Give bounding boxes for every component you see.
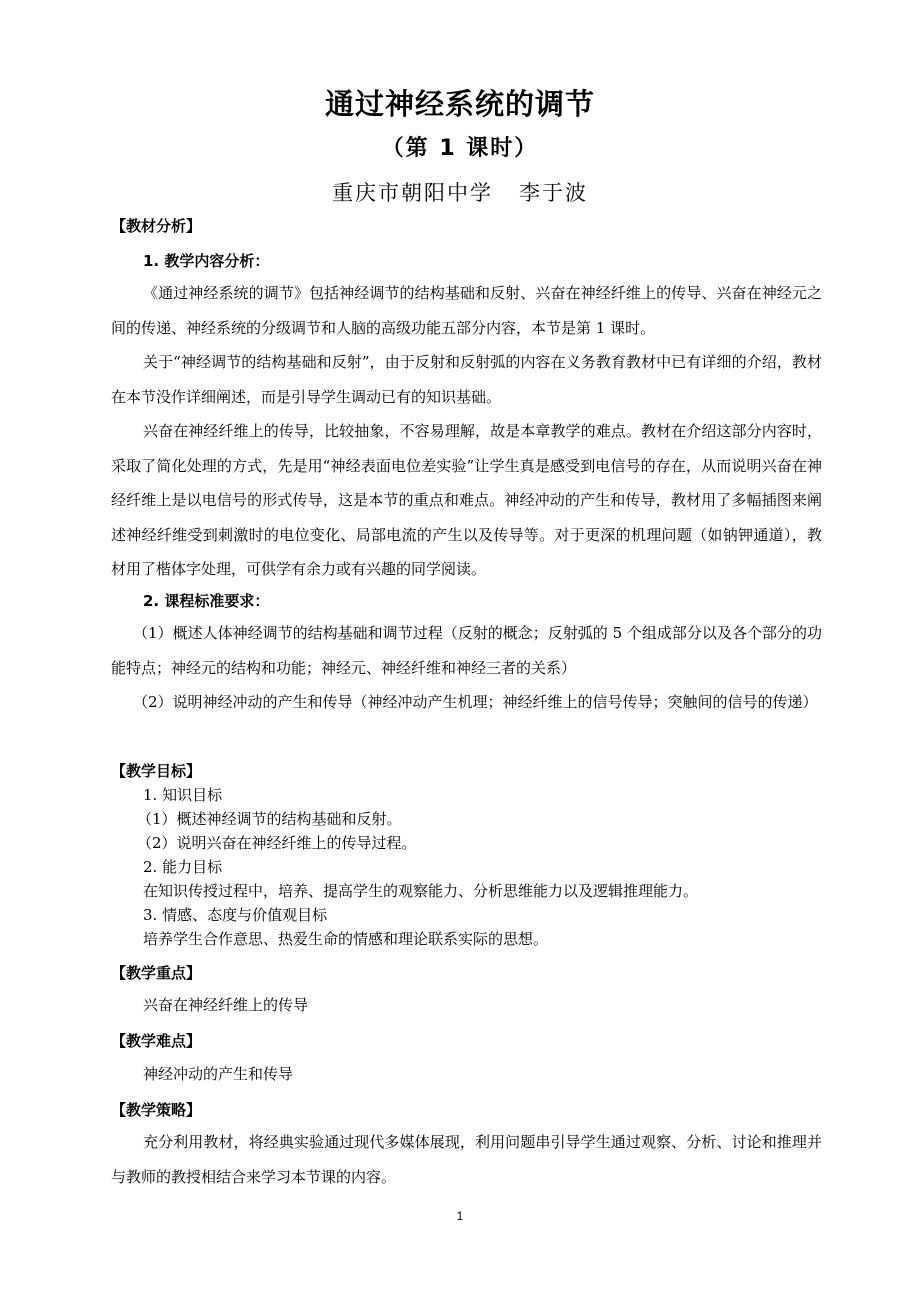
- author-line: [0, 178, 920, 208]
- key-point-text: 兴奋在神经纤维上的传导: [143, 996, 309, 1014]
- standard-item: （2）说明神经冲动的产生和传导（神经冲动产生机理；神经纤维上的信号传导；突触间的信号的传递）: [133, 693, 818, 711]
- strategy-heading: 【教学策略】: [111, 1101, 202, 1119]
- emotion-objective-title: 3. 情感、态度与价值观目标: [143, 906, 328, 924]
- emotion-objective-text: 培养学生合作意思、热爱生命的情感和理论联系实际的思想。: [143, 930, 549, 948]
- page-number: 1: [456, 1209, 464, 1223]
- analysis-paragraph: 《通过神经系统的调节》包括神经调节的结构基础和反射、兴奋在神经纤维上的传导、兴奋在神经元之间的传递、神经系统的分级调节和人脑的高级功能五部分内容，本节是第 1 课时。: [111, 284, 822, 337]
- analysis-heading: 【教材分析】: [111, 217, 202, 235]
- ability-objective-text: 在知识传授过程中，培养、提高学生的观察能力、分析思维能力以及逻辑推理能力。: [143, 882, 699, 900]
- standards-heading: 2. 课程标准要求：: [143, 592, 270, 610]
- key-point-heading: 【教学重点】: [111, 964, 202, 982]
- knowledge-objective-item: （1）概述神经调节的结构基础和反射。: [137, 810, 402, 828]
- strategy-text: 充分利用教材，将经典实验通过现代多媒体展现，利用问题串引导学生通过观察、分析、讨论和推理并与教师的教授相结合来学习本节课的内容。: [111, 1133, 822, 1186]
- document-title: 通过神经系统的调节: [324, 87, 595, 121]
- standard-item: （1）概述人体神经调节的结构基础和调节过程（反射的概念；反射弧的 5 个组成部分以及各个部分的功能特点；神经元的结构和功能；神经元、神经纤维和神经三者的关系）: [111, 624, 822, 677]
- lesson-subtitle: （第 1 课时）: [381, 136, 539, 161]
- ability-objective-title: 2. 能力目标: [143, 858, 223, 876]
- school-name: 重庆市朝阳中学: [332, 181, 493, 205]
- teacher-name: 李于波: [519, 181, 588, 205]
- difficulty-text: 神经冲动的产生和传导: [143, 1065, 294, 1083]
- difficulty-heading: 【教学难点】: [111, 1032, 202, 1050]
- knowledge-objective-title: 1. 知识目标: [143, 786, 223, 804]
- analysis-paragraph: 兴奋在神经纤维上的传导，比较抽象，不容易理解，故是本章教学的难点。教材在介绍这部分内容时，采取了简化处理的方式，先是用“神经表面电位差实验”让学生真是感受到电信号的存在，从而说明兴奋在神经纤维上是以电信号的形式传导，这是本节的重点和难点。神经冲动的产生和传导，教材用了多幅插图来阐述神经纤维受到刺激时的电位变化、局部电流的产生以及传导等。对于更深的机理问题（如钠钾通道），教材用了楷体字处理，可供学有余力或有兴趣的同学阅读。: [111, 422, 822, 578]
- content-analysis-heading: 1. 教学内容分析：: [143, 252, 270, 270]
- objectives-heading: 【教学目标】: [111, 762, 202, 780]
- knowledge-objective-item: （2）说明兴奋在神经纤维上的传导过程。: [137, 834, 417, 852]
- analysis-paragraph: 关于“神经调节的结构基础和反射”，由于反射和反射弧的内容在义务教育教材中已有详细的介绍，教材在本节没作详细阐述，而是引导学生调动已有的知识基础。: [111, 353, 822, 406]
